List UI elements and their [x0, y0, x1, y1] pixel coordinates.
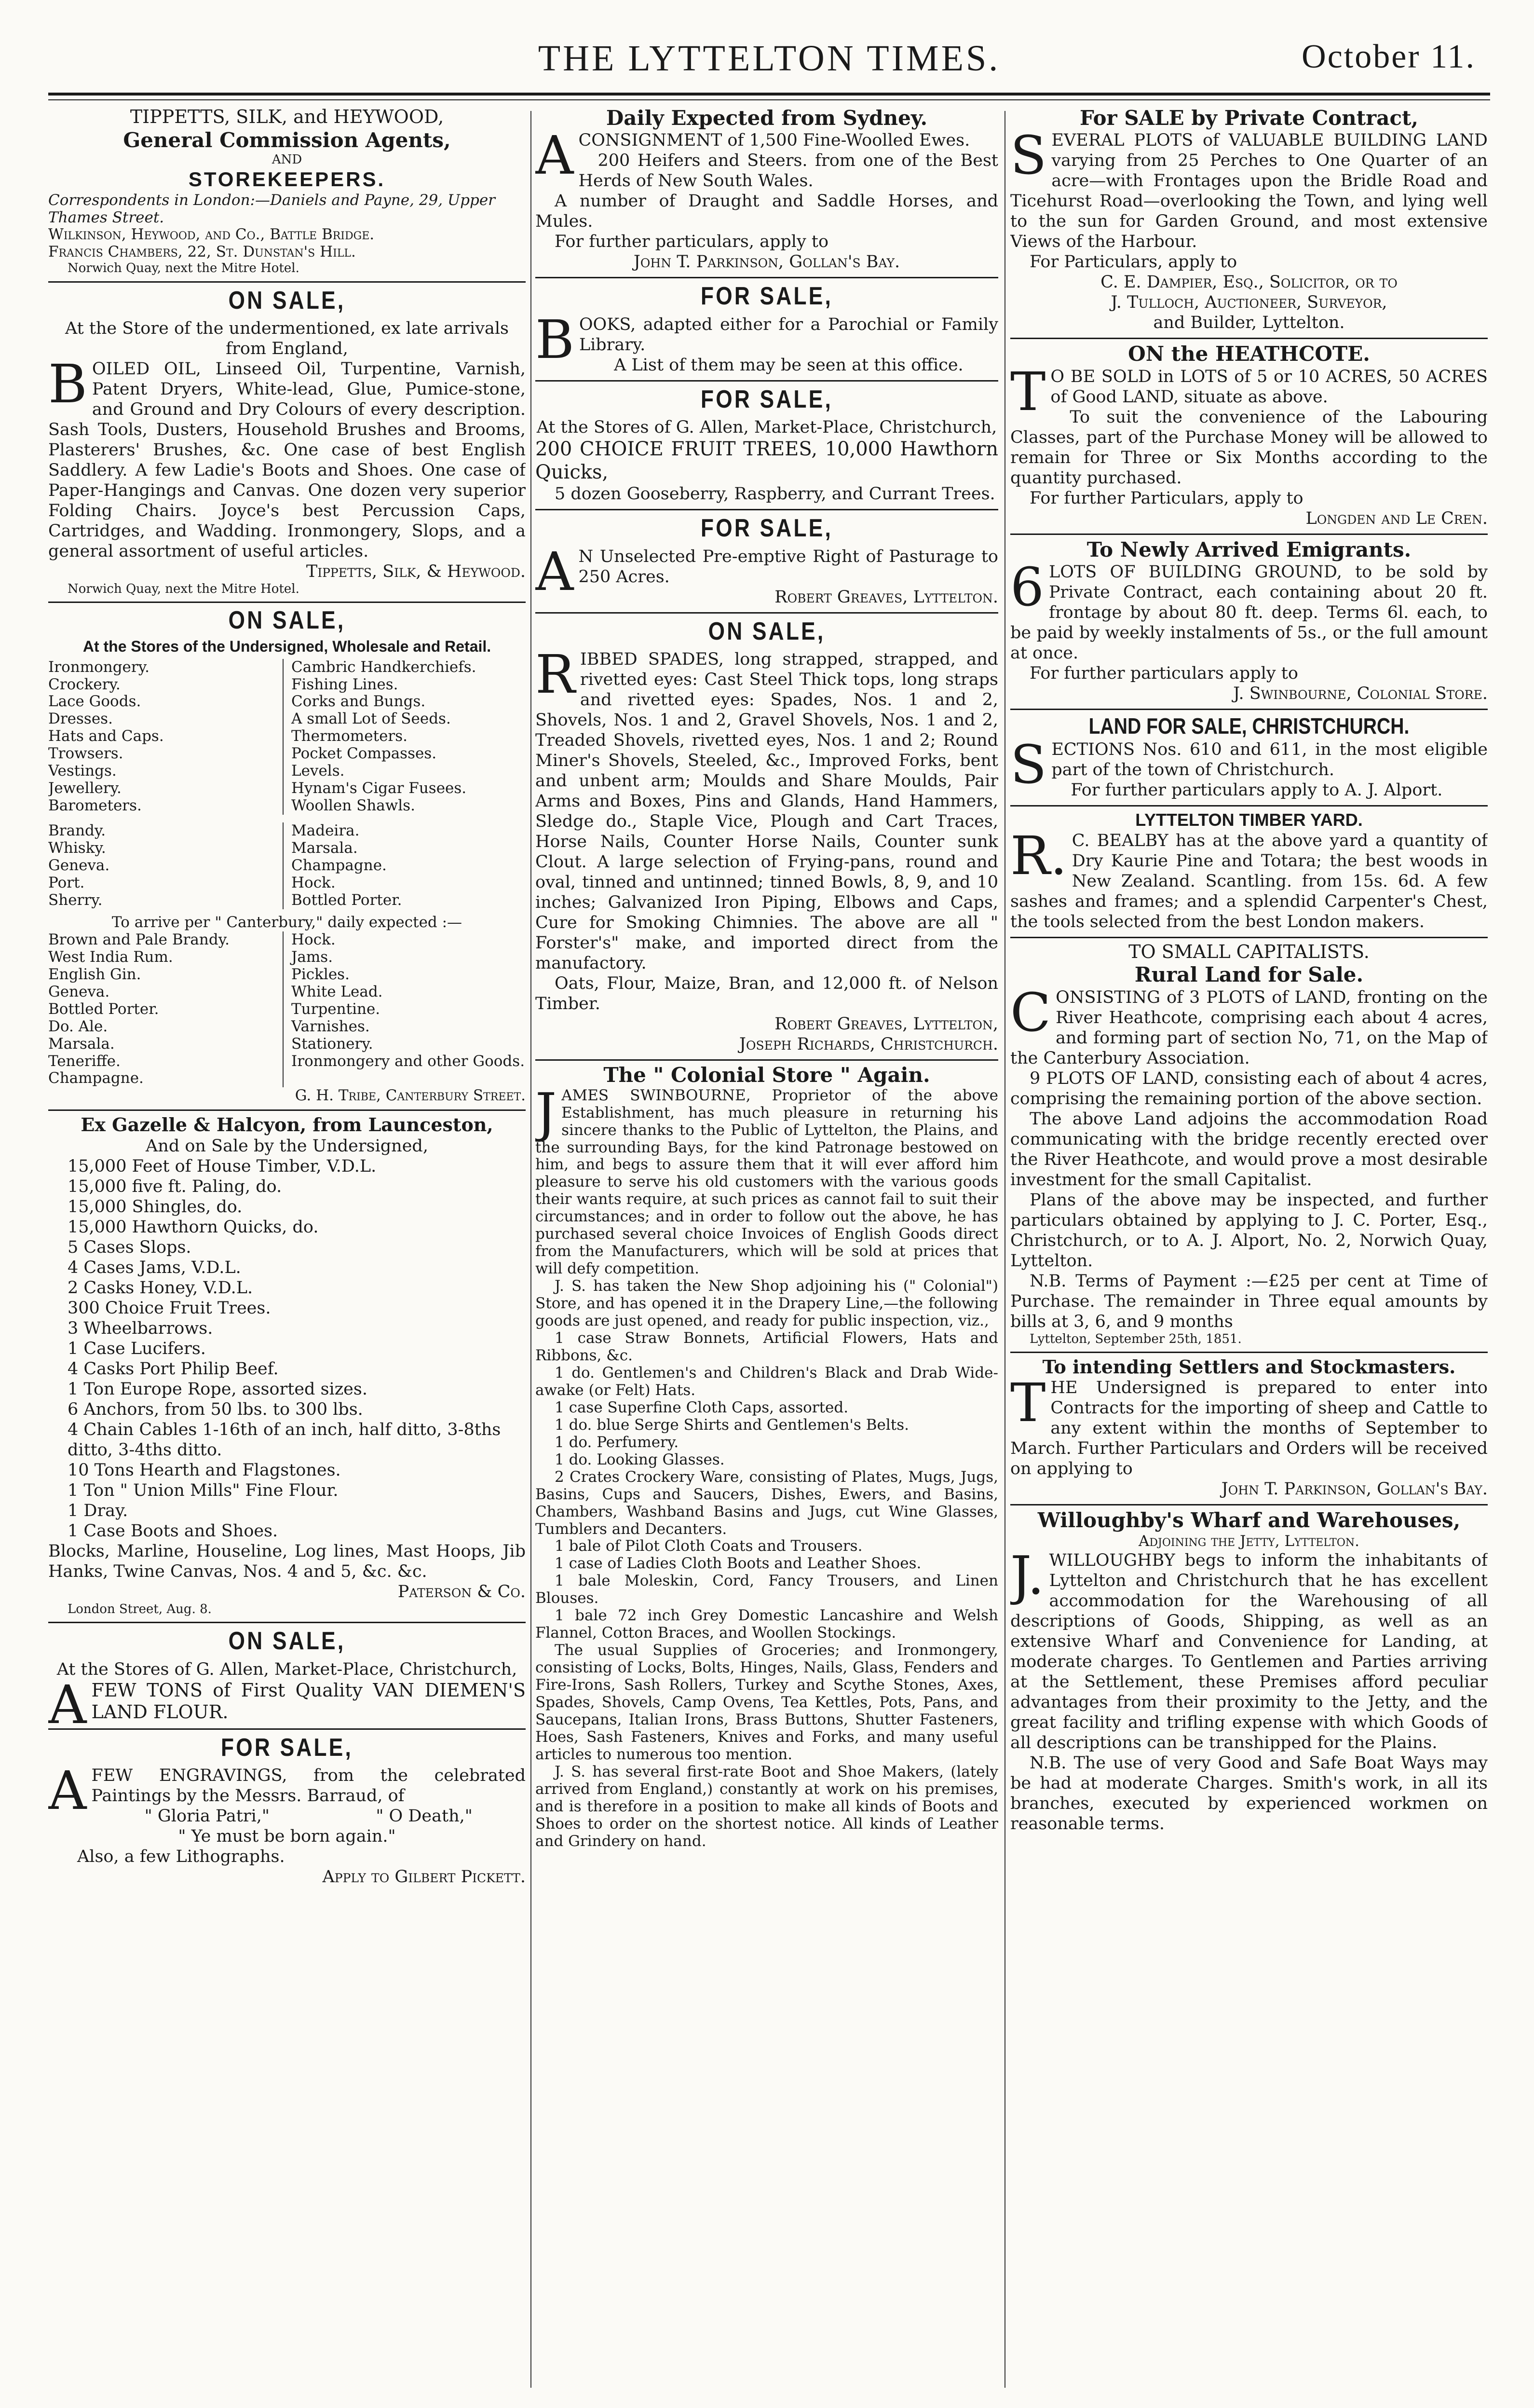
list-item: 2 Crates Crockery Ware, consisting of Plates, Mugs, Jugs, Basins, Cups and Saucers, Dishes, Ewers, and Basins, Chambers, Washband Basins and Jugs, cut Wine Glasses, Tumblers and Decanters. [535, 1468, 998, 1538]
advert-heading: The " Colonial Store " Again. [603, 1063, 930, 1087]
list-item: A small Lot of Seeds. [291, 710, 451, 728]
list-item: Woollen Shawls. [291, 797, 415, 815]
advert-body: CONSISTING of 3 PLOTS of LAND, fronting on the River Heathcote, comprising each about 4 acres, and forming part of section No, 71, on the Map of the Canterbury Association. [1010, 981, 1488, 1068]
list-item: Madeira. [291, 822, 360, 840]
advert-address: Norwich Quay, next the Mitre Hotel. [68, 261, 299, 276]
advert-heading: FOR SALE, [221, 1733, 353, 1762]
list-item: Dresses. [48, 710, 113, 728]
advert-heading: ON SALE, [708, 617, 826, 645]
cargo-item: 5 Cases Slops. [68, 1237, 191, 1257]
advert-heading: Daily Expected from Sydney. [606, 106, 928, 130]
advert-body: AFEW TONS of First Quality VAN DIEMEN'S LAND FLOUR. [48, 1673, 526, 1736]
newspaper-title: THE LYTTELTON TIMES. [538, 38, 1001, 79]
advert-heading: To intending Settlers and Stockmasters. [1042, 1355, 1456, 1378]
advert-text: To suit the convenience of the Labouring Classes, part of the Purchase Money will be allowed to remain for Three or Six Months according to the quantity purchased. [1010, 407, 1488, 488]
advert-heading: FOR SALE, [701, 282, 833, 311]
advert-on-sale-tribe [48, 606, 526, 1111]
advert-text: Francis Chambers, 22, St. Dunstan's Hill. [48, 243, 356, 261]
list-item: Pocket Compasses. [291, 745, 437, 763]
advert-body: TO BE SOLD in LOTS of 5 or 10 ACRES, 50 ACRES of Good LAND, situate as above. [1010, 360, 1488, 423]
advert-date: Lyttelton, September 25th, 1851. [1030, 1331, 1242, 1346]
cargo-item: 4 Chain Cables 1-16th of an inch, half ditto, 3-8ths ditto, 3-4ths ditto. [68, 1420, 501, 1460]
advert-text: For further particulars, apply to [555, 232, 829, 252]
list-item: Hock. [291, 874, 336, 891]
column-2 [535, 106, 998, 2393]
advert-tippetts [48, 106, 526, 283]
advert-heading: Willoughby's Wharf and Warehouses, [1037, 1508, 1461, 1532]
advert-text: N.B. The use of very Good and Safe Boat Ways may be had at moderate Charges. Smith's work, in all its branches, executed by experienced workmen on reasonable terms. [1010, 1753, 1488, 1833]
list-item: Fishing Lines. [291, 675, 398, 693]
list-item: Port. [48, 874, 85, 891]
painting-title: " O Death," [376, 1806, 473, 1826]
advert-signature: and Builder, Lyttelton. [1153, 313, 1345, 333]
list-item: Brandy. [48, 822, 106, 840]
cargo-item: 15,000 Shingles, do. [68, 1197, 243, 1217]
advert-signature: John T. Parkinson, Gollan's Bay. [633, 252, 900, 272]
list-item: 1 case Straw Bonnets, Artificial Flowers, Hats and Ribbons, &c. [535, 1329, 998, 1364]
cargo-list [48, 1156, 526, 1541]
list-item: Crockery. [48, 675, 121, 693]
cargo-item: 6 Anchors, from 50 lbs. to 300 lbs. [68, 1399, 363, 1419]
spirits-list-right [283, 822, 526, 909]
list-item: West India Rum. [48, 948, 173, 966]
advert-text: A number of Draught and Saddle Horses, and Mules. [535, 192, 998, 232]
advert-text: J. S. has several first-rate Boot and Shoe Makers, (lately arrived from England,) constantly at work on his premises, and is therefore in a position to make all kinds of Boots and Shoes to order on the shortest notice. All kinds of Leather and Grindery on hand. [535, 1763, 998, 1850]
advert-heading: Ex Gazelle & Halcyon, from Launceston, [81, 1114, 493, 1136]
cargo-item: 1 Dray. [68, 1501, 128, 1520]
advert-colonial-store [535, 1064, 998, 1855]
list-item: Lace Goods. [48, 693, 141, 711]
arriving-list-left [48, 931, 283, 1088]
advert-text: Wilkinson, Heywood, and Co., Battle Bridge. [48, 226, 375, 244]
list-item: Corks and Bungs. [291, 693, 426, 711]
advert-text: 9 PLOTS OF LAND, consisting each of about 4 acres, comprising the remaining portion of the above section. [1010, 1068, 1488, 1108]
advert-on-sale-oils [48, 286, 526, 603]
advert-books [535, 281, 998, 381]
advert-body: 6LOTS OF BUILDING GROUND, to be sold by Private Contract, each containing about 20 ft. frontage by about 80 ft. deep. Terms 6l. each, to be paid by weekly instalments of 5s., or the full amount at once. [1010, 556, 1488, 663]
advert-timber-yard [1010, 809, 1488, 938]
advert-text: The above Land adjoins the accommodation Road communicating with the bridge recently erected over the River Heathcote, and would prove a most desirable investment for the small Capitalist. [1010, 1109, 1488, 1190]
list-item: 1 do. blue Serge Shirts and Gentlemen's Belts. [555, 1416, 909, 1434]
advert-text: J. S. has taken the New Shop adjoining his (" Colonial") Store, and has opened it in the Drapery Line,—the following goods are just opened, and ready for public inspection, viz., [535, 1277, 998, 1330]
cargo-item: 4 Cases Jams, V.D.L. [68, 1258, 241, 1277]
advert-heading: LYTTELTON TIMBER YARD. [1135, 810, 1363, 830]
advert-body: JAMES SWINBOURNE, Proprietor of the above Establishment, has much pleasure in returning his sincere thanks to the Public of Lyttelton, the Plains, and the surrounding Bays, for the kind Patronage bestowed on him, and begs to assure them that it will ever afford him pleasure to serve his old customers with the various goods their wants require, at such prices as cannot fail to suit their circumstances; and in order to follow out the above, he has purchased several choice Invoices of English Goods direct from the Manufacturers, which will be sold at prices that will defy competition. [535, 1081, 998, 1278]
advert-intro: At the Stores of G. Allen, Market-Place, Christchurch, [536, 418, 997, 438]
advert-body: BOILED OIL, Linseed Oil, Turpentine, Varnish, Patent Dryers, White-lead, Glue, Pumice-stone, and Ground and Dry Colours of every description. Sash Tools, Dusters, Household Brushes and Brooms, Plasterers' Brushes, &c. One case of best English Saddlery. A few Ladie's Boots and Shoes. One case of Paper-Hangings and Canvas. One dozen very superior Folding Chairs. Joyce's best Percussion Caps, Cartridges, and Wadding. Ironmongery, Slops, and a general assortment of useful articles. [48, 353, 526, 561]
list-item: Hock. [291, 930, 336, 948]
advert-signature: John T. Parkinson, Gollan's Bay. [1221, 1479, 1488, 1499]
list-item: Varnishes. [291, 1017, 370, 1035]
list-item: Hynam's Cigar Fusees. [291, 780, 467, 797]
advert-fruit-trees [535, 384, 998, 510]
advert-heading: FOR SALE, [701, 385, 833, 413]
list-item: Cambric Handkerchiefs. [291, 658, 476, 676]
list-item: Brown and Pale Brandy. [48, 930, 230, 948]
cargo-item: 2 Casks Honey, V.D.L. [68, 1278, 253, 1298]
advert-body: R.C. BEALBY has at the above yard a quantity of Dry Kaurie Pine and Totara; the best woods in New Zealand. Scantling. from 15s. 6d. A few sashes and frames; and a splendid Carpenter's Chest, the tools selected from the best London makers. [1010, 824, 1488, 931]
list-item: Marsala. [291, 839, 358, 857]
list-item: Teneriffe. [48, 1052, 121, 1070]
advert-text: Plans of the above may be inspected, and further particulars obtained by applying to J. C. Porter, Esq., Christchurch, or to A. J. Alport, No. 2, Norwich Quay, Lyttelton. [1010, 1190, 1488, 1271]
list-item: 1 case of Ladies Cloth Boots and Leather Shoes. [555, 1555, 922, 1573]
list-item: Sherry. [48, 891, 103, 909]
masthead [48, 38, 1490, 91]
advert-subheading: Rural Land for Sale. [1134, 963, 1364, 987]
list-item: Hats and Caps. [48, 727, 164, 745]
advert-subtitle: STOREKEEPERS. [188, 168, 386, 191]
advert-heading: TO SMALL CAPITALISTS. [1128, 941, 1370, 962]
cargo-item: 15,000 Feet of House Timber, V.D.L. [68, 1156, 377, 1176]
advert-flour [48, 1626, 526, 1736]
issue-date: October 11. [1302, 38, 1476, 75]
advert-text: For further Particulars, apply to [1030, 488, 1303, 508]
advert-text: For further particulars apply to A. J. Alport. [1071, 780, 1443, 800]
advert-body: THE Undersigned is prepared to enter into Contracts for the importing of sheep and Cattle to any extent within the months of September to March. Further Particulars and Orders will be received on applying to [1010, 1372, 1488, 1479]
list-item: 1 case Superfine Cloth Caps, assorted. [555, 1398, 849, 1416]
advert-engravings [48, 1733, 526, 1892]
list-item: Geneva. [48, 983, 110, 1000]
list-item: Jewellery. [48, 780, 122, 797]
arrival-note: To arrive per " Canterbury," daily expected :— [111, 913, 462, 931]
list-item: Do. Ale. [48, 1017, 108, 1035]
list-item: 1 do. Looking Glasses. [555, 1450, 725, 1468]
advert-body: J.WILLOUGHBY begs to inform the inhabitants of Lyttelton and Christchurch that he has excellent accommodation for the Warehousing of all descriptions of Goods, Shipping, as well as an extensive Wharf and Convenience for Landing, at moderate charges. To Gentlemen and Parties arriving at the Settlement, these Premises afford peculiar advantages from their proximity to the Jetty, and the great facility and trifling expense with which Goods of all descriptions can be transhipped for the Plains. [1010, 1544, 1488, 1752]
advert-and: AND [272, 152, 302, 167]
list-item: Pickles. [291, 965, 350, 983]
advert-signature: J. Tulloch, Auctioneer, Surveyor, [1111, 293, 1387, 313]
cargo-item: 15,000 Hawthorn Quicks, do. [68, 1217, 319, 1237]
advert-heading: To Newly Arrived Emigrants. [1086, 537, 1412, 561]
advert-text: Correspondents in London:—Daniels and Payne, 29, Upper Thames Street. [48, 191, 495, 226]
advert-body: SEVERAL PLOTS of VALUABLE BUILDING LAND varying from 25 Perches to One Quarter of an acre—with Frontages upon the Bridle Road and Ticehurst Road—overlooking the Town, and lying well to the sun for Garden Ground, and most extensive Views of the Harbour. [1010, 124, 1488, 252]
advert-signature: C. E. Dampier, Esq., Solicitor, or to [1100, 273, 1398, 292]
advert-settlers [1010, 1356, 1488, 1506]
advert-pasturage [535, 513, 998, 613]
advert-intro: At the Store of the undermentioned, ex late arrivals from England, [65, 318, 509, 358]
cargo-item: 10 Tons Hearth and Flagstones. [68, 1460, 341, 1480]
list-item: 1 do. Perfumery. [555, 1433, 679, 1451]
list-item: 1 bale of Pilot Cloth Coats and Trousers. [555, 1537, 863, 1555]
column-3 [1010, 106, 1488, 2393]
advert-body: SECTIONS Nos. 610 and 611, in the most eligible part of the town of Christchurch. [1010, 734, 1488, 796]
advert-signature: G. H. Tribe, Canterbury Street. [295, 1087, 526, 1105]
advert-text: Oats, Flour, Maize, Bran, and 12,000 ft. of Nelson Timber. [535, 973, 998, 1013]
advert-private-contract [1010, 106, 1488, 339]
list-item: Stationery. [291, 1035, 373, 1053]
column-divider [530, 111, 531, 2388]
list-item: Champagne. [48, 1069, 144, 1087]
list-item: English Gin. [48, 965, 141, 983]
advert-text: For further particulars apply to [1030, 664, 1298, 684]
advert-heading: ON SALE, [228, 286, 346, 315]
advert-signature: Longden and Le Cren. [1305, 508, 1488, 528]
advert-body: AFEW ENGRAVINGS, from the celebrated Paintings by the Messrs. Barraud, of [48, 1760, 526, 1822]
list-item: Bottled Porter. [291, 891, 402, 909]
advert-text: A List of them may be seen at this office. [614, 355, 964, 375]
advert-signature: Robert Greaves, Lyttelton, [774, 1014, 998, 1034]
advert-christchurch-land [1010, 713, 1488, 807]
advert-sydney [535, 106, 998, 278]
advert-text: For Particulars, apply to [1030, 252, 1237, 272]
advert-spades [535, 616, 998, 1061]
list-item: White Lead. [291, 983, 383, 1000]
advert-subtitle: General Commission Agents, [123, 128, 451, 152]
advert-intro: And on Sale by the Undersigned, [146, 1136, 428, 1156]
advert-body: 200 CHOICE FRUIT TREES, 10,000 Hawthorn Quicks, [535, 438, 998, 484]
list-item: Trowsers. [48, 745, 123, 763]
advert-body: AN Unselected Pre-emptive Right of Pasturage to 250 Acres. [535, 540, 998, 602]
advert-signature: J. Swinbourne, Colonial Store. [1233, 684, 1488, 704]
list-item: Jams. [291, 948, 333, 966]
list-item: Bottled Porter. [48, 1000, 159, 1018]
list-item: 1 bale 72 inch Grey Domestic Lancashire and Welsh Flannel, Cotton Braces, and Woollen Stockings. [535, 1607, 998, 1642]
advert-heading: For SALE by Private Contract, [1079, 106, 1419, 130]
advert-heathcote [1010, 342, 1488, 534]
advert-heading: ON SALE, [228, 1627, 346, 1656]
advert-body: BOOKS, adapted either for a Parochial or Family Library. [535, 308, 998, 370]
advert-text: The usual Supplies of Groceries; and Ironmongery, consisting of Locks, Bolts, Hinges, Nails, Glass, Fenders and Fire-Irons, Sash Rollers, Turkey and Scythe Stones, Axes, Spades, Shovels, Camp Ovens, Tea Kettles, Pots, Pans, and Saucepans, Italian Irons, Brass Buttons, Shutter Fasteners, Hoes, Sash Fasteners, Knives and Forks, and many useful articles to numerous too mention. [535, 1642, 998, 1763]
advert-text: Also, a few Lithographs. [77, 1847, 285, 1867]
cargo-item: 15,000 five ft. Paling, do. [68, 1177, 282, 1196]
column-1 [48, 106, 526, 2393]
masthead-rule [48, 93, 1490, 96]
list-item: Whisky. [48, 839, 106, 857]
goods-list-left [48, 659, 283, 815]
advert-text: 5 dozen Gooseberry, Raspberry, and Currant Trees. [555, 484, 995, 504]
advert-emigrants [1010, 538, 1488, 710]
cargo-item: 1 Case Boots and Shoes. [68, 1521, 278, 1541]
advert-text: N.B. Terms of Payment :—£25 per cent at Time of Purchase. The remainder in Three equal amounts by bills at 3, 6, and 9 months [1010, 1271, 1488, 1331]
advert-intro: At the Stores of the Undersigned, Wholesale and Retail. [82, 638, 491, 656]
goods-list [535, 1330, 998, 1642]
list-item: Turpentine. [291, 1000, 380, 1018]
spirits-list-left [48, 822, 283, 909]
advert-title: TIPPETTS, SILK, and HEYWOOD, [130, 106, 444, 127]
list-item: Champagne. [291, 857, 387, 875]
arriving-list-right [283, 931, 526, 1088]
painting-title: " Ye must be born again." [178, 1827, 396, 1847]
advert-heading: FOR SALE, [701, 514, 833, 543]
advert-signature: Tippetts, Silk, & Heywood. [306, 561, 526, 581]
list-item: Ironmongery and other Goods. [291, 1052, 525, 1070]
list-item: Thermometers. [291, 727, 407, 745]
advert-text: 200 Heifers and Steers. from one of the Best Herds of New South Wales. [578, 151, 998, 191]
masthead-rule-thin [48, 99, 1490, 100]
list-item: Levels. [291, 762, 345, 780]
advert-date: London Street, Aug. 8. [68, 1601, 212, 1616]
advert-address: Norwich Quay, next the Mitre Hotel. [68, 581, 299, 596]
cargo-item: 1 Case Lucifers. [68, 1339, 206, 1358]
advert-heading: LAND FOR SALE, CHRISTCHURCH. [1088, 713, 1410, 739]
cargo-item: 3 Wheelbarrows. [68, 1318, 213, 1338]
advert-heading: ON SALE, [228, 606, 346, 635]
advert-gazelle [48, 1114, 526, 1623]
advert-body: RIBBED SPADES, long strapped, strapped, and rivetted eyes: Cast Steel Thick tops, long straps and rivetted eyes: Spades, Nos. 1 and 2, Shovels, Nos. 1 and 2, Gravel Shovels, Nos. 1 and 2, Treaded Shovels, rivetted eyes, Nos. 1 and 2; Round Miner's Shovels, Steeled, &c., Improved Forks, bent and unbent arm; Moulds and Share Moulds, Pair Arms and Boxes, Pins and Glands, Hand Hammers, Sledge do., Staple Vice, Plough and Cart Traces, Horse Nails, Counter Horse Nails, Counter sunk Clout. A large selection of Frying-pans, round and oval, tinned and untinned; tinned Bowls, 8, 9, and 10 inches; Galvanized Iron Piping, Elbows and Caps, Cure for Smoking Chimnies. The above are all " Forster's" make, and imported direct from the manufactory. [535, 643, 998, 973]
advert-intro: At the Stores of G. Allen, Market-Place, Christchurch, [56, 1659, 517, 1679]
advert-body: ACONSIGNMENT of 1,500 Fine-Woolled Ewes. [535, 124, 970, 187]
list-item: Geneva. [48, 857, 110, 875]
cargo-item: 1 Ton Europe Rope, assorted sizes. [68, 1379, 367, 1399]
advert-signature: Paterson & Co. [397, 1582, 526, 1601]
list-item: Vestings. [48, 762, 117, 780]
advert-willoughby-wharf [1010, 1508, 1488, 1838]
goods-list-right [283, 659, 526, 815]
cargo-item: 4 Casks Port Philip Beef. [68, 1359, 279, 1379]
cargo-item: 300 Choice Fruit Trees. [68, 1298, 271, 1318]
advert-small-capitalists [1010, 941, 1488, 1353]
advert-signature: Apply to Gilbert Pickett. [322, 1867, 526, 1887]
list-item: 1 do. Gentlemen's and Children's Black and Drab Wide-awake (or Felt) Hats. [535, 1364, 998, 1399]
list-item: Marsala. [48, 1035, 115, 1053]
list-item: 1 bale Moleskin, Cord, Fancy Trousers, and Linen Blouses. [535, 1572, 998, 1607]
painting-title: " Gloria Patri," [144, 1806, 270, 1826]
advert-subheading: Adjoining the Jetty, Lyttelton. [1139, 1532, 1359, 1550]
cargo-item: 1 Ton " Union Mills" Fine Flour. [68, 1480, 339, 1500]
advert-signature: Joseph Richards, Christchurch. [739, 1034, 998, 1054]
list-item: Barometers. [48, 797, 142, 815]
advert-signature: Robert Greaves, Lyttelton. [774, 587, 998, 607]
advert-body: Blocks, Marline, Houseline, Log lines, Mast Hoops, Jib Hanks, Twine Canvas, Nos. 4 and 5, &c. &c. [48, 1541, 526, 1581]
list-item: Ironmongery. [48, 658, 149, 676]
advert-heading: ON the HEATHCOTE. [1128, 342, 1370, 366]
